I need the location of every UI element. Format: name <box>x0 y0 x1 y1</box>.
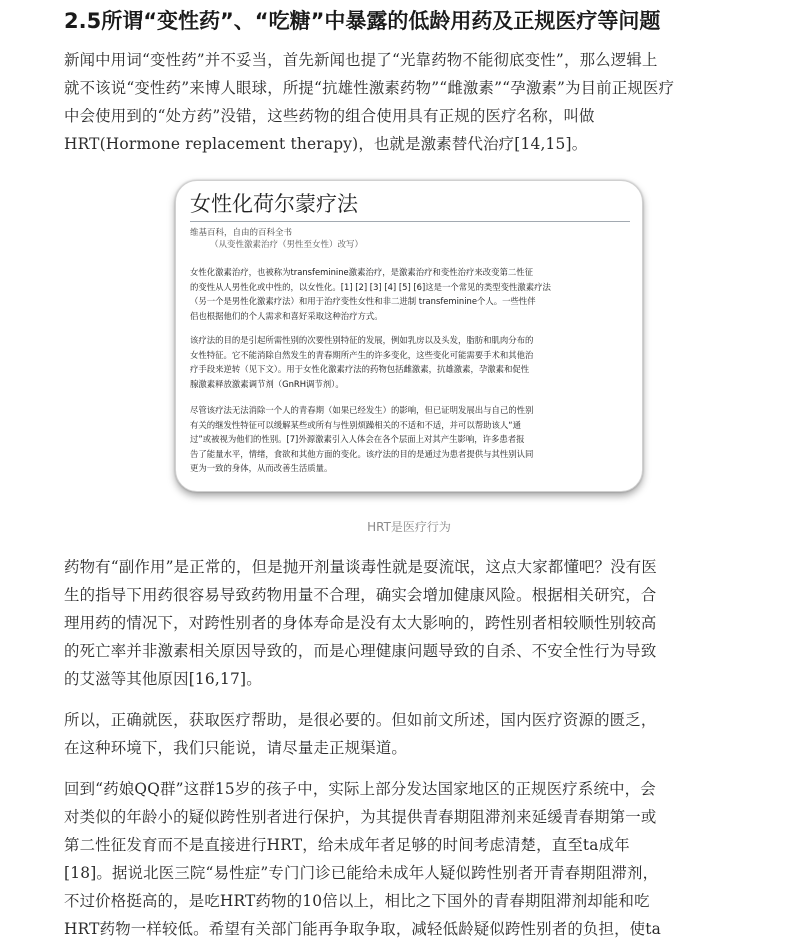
text-line: 就不该说“变性药”来博人眼球，所提“抗雄性激素药物”“雌激素”“孕激素”为目前正规医疗 <box>64 79 675 97</box>
figure-paragraph-1 <box>190 265 630 323</box>
figure-line: （另一个是男性化激素疗法）和用于治疗变性女性和非二进制 transfeminine个人。一些性伴 <box>190 296 536 307</box>
text-line: 药物有“副作用”是正常的，但是抛开剂量谈毒性就是耍流氓，这点大家都懂吧？没有医 <box>64 558 657 576</box>
text-line: 第二性征发育而不是直接进行HRT，给未成年者足够的时间考虑清楚，直至ta成年 <box>64 836 630 854</box>
figure-line: 有关的继发性特征可以缓解某些或所有与性别烦躁相关的不适和不适，并可以帮助该人“通 <box>190 419 521 430</box>
figure-line: 过”或被视为他们的性别。[7]外源激素引入人体会在各个层面上对其产生影响，许多患者报 <box>190 434 525 445</box>
text-line: 回到“药娘QQ群”这群15岁的孩子中，实际上部分发达国家地区的正规医疗系统中，会 <box>64 780 656 798</box>
figure-line: 女性化激素治疗，也被称为transfeminine激素治疗，是激素治疗和变性治疗来改变第二性征 <box>190 267 533 277</box>
paragraph-hrt-intro <box>64 46 754 158</box>
figure-paragraph-2 <box>190 333 630 391</box>
figure-line: 侣也根据他们的个人需求和喜好采取这种治疗方式。 <box>190 310 383 321</box>
figure-line: 疗手段来逆转（见下文）。用于女性化激素疗法的药物包括雌激素，抗雄激素，孕激素和促性 <box>190 364 530 375</box>
paragraph-puberty-blockers <box>64 775 754 943</box>
figure-line: 该疗法的目的是引起所需性别的次要性别特征的发展，例如乳房以及头发，脂肪和肌肉分布的 <box>190 335 534 345</box>
text-line: 不过价格挺高的，是吃HRT药物的10倍以上，相比之下国外的青春期阻滞剂却能和吃 <box>64 892 650 910</box>
text-line: 的艾滋等其他原因[16,17]。 <box>64 670 262 688</box>
figure-line: 的变性从人男性化或中性的，以女性化。[1] [2] [3] [4] [5] [6]这是一个常见的类型变性激素疗法 <box>190 281 551 292</box>
wikipedia-screenshot-figure <box>175 180 643 492</box>
figure-source-line: 维基百科，自由的百科全书 <box>190 228 293 238</box>
text-line: 在这种环境下，我们只能说，请尽量走正规渠道。 <box>64 739 407 757</box>
figure-caption: HRT是医疗行为 <box>367 520 451 534</box>
text-line: 对类似的年龄小的疑似跨性别者进行保护，为其提供青春期阻滞剂来延缓青春期第一或 <box>64 808 657 826</box>
text-line: HRT药物一样较低。希望有关部门能再争取争取，减轻低龄疑似跨性别者的负担，使ta <box>64 920 662 938</box>
text-line: 新闻中用词“变性药”并不妥当，首先新闻也提了“光靠药物不能彻底变性”，那么逻辑上 <box>64 51 658 69</box>
figure-line: 告了能量水平，情绪，食欲和其他方面的变化。该疗法的目的是通过为患者提供与其性别认同 <box>190 448 534 459</box>
figure-redirect-note: （从变性激素治疗（男性至女性）改写） <box>210 240 364 250</box>
text-line: 生的指导下用药很容易导致药物用量不合理，确实会增加健康风险。根据相关研究，合 <box>64 586 657 604</box>
text-line: 所以，正确就医，获取医疗帮助，是很必要的。但如前文所述，国内医疗资源的匮乏， <box>64 711 657 729</box>
figure-line: 尽管该疗法无法消除一个人的青春期（如果已经发生）的影响，但已证明发展出与自己的性别 <box>190 405 534 415</box>
figure-paragraph-3 <box>190 403 630 476</box>
text-line: [18]。据说北医三院“易性症”专门门诊已能给未成年人疑似跨性别者开青春期阻滞剂， <box>64 864 659 882</box>
text-line: HRT(Hormone replacement therapy)，也就是激素替代治疗[14,15]。 <box>64 135 588 153</box>
text-line: 理用药的情况下，对跨性别者的身体寿命是没有太大影响的，跨性别者相较顺性别较高 <box>64 614 657 632</box>
paragraph-side-effects <box>64 553 754 693</box>
figure-title: 女性化荷尔蒙疗法 <box>190 189 630 222</box>
figure-line: 更为一致的身体，从而改善生活质量。 <box>190 463 333 474</box>
figure-line: 女性特征。它不能消除自然发生的青春期所产生的许多变化，这些变化可能需要手术和其他治 <box>190 349 534 360</box>
paragraph-seek-care <box>64 706 754 762</box>
section-heading: 2.5所谓“变性药”、“吃糖”中暴露的低龄用药及正规医疗等问题 <box>64 9 661 33</box>
text-line: 中会使用到的“处方药”没错，这些药物的组合使用具有正规的医疗名称，叫做 <box>64 107 595 125</box>
figure-source <box>190 227 630 251</box>
figure-line: 腺激素释放激素调节剂（GnRH调节剂）。 <box>190 378 344 389</box>
text-line: 的死亡率并非激素相关原因导致的，而是心理健康问题导致的自杀、不安全性行为导致 <box>64 642 657 660</box>
